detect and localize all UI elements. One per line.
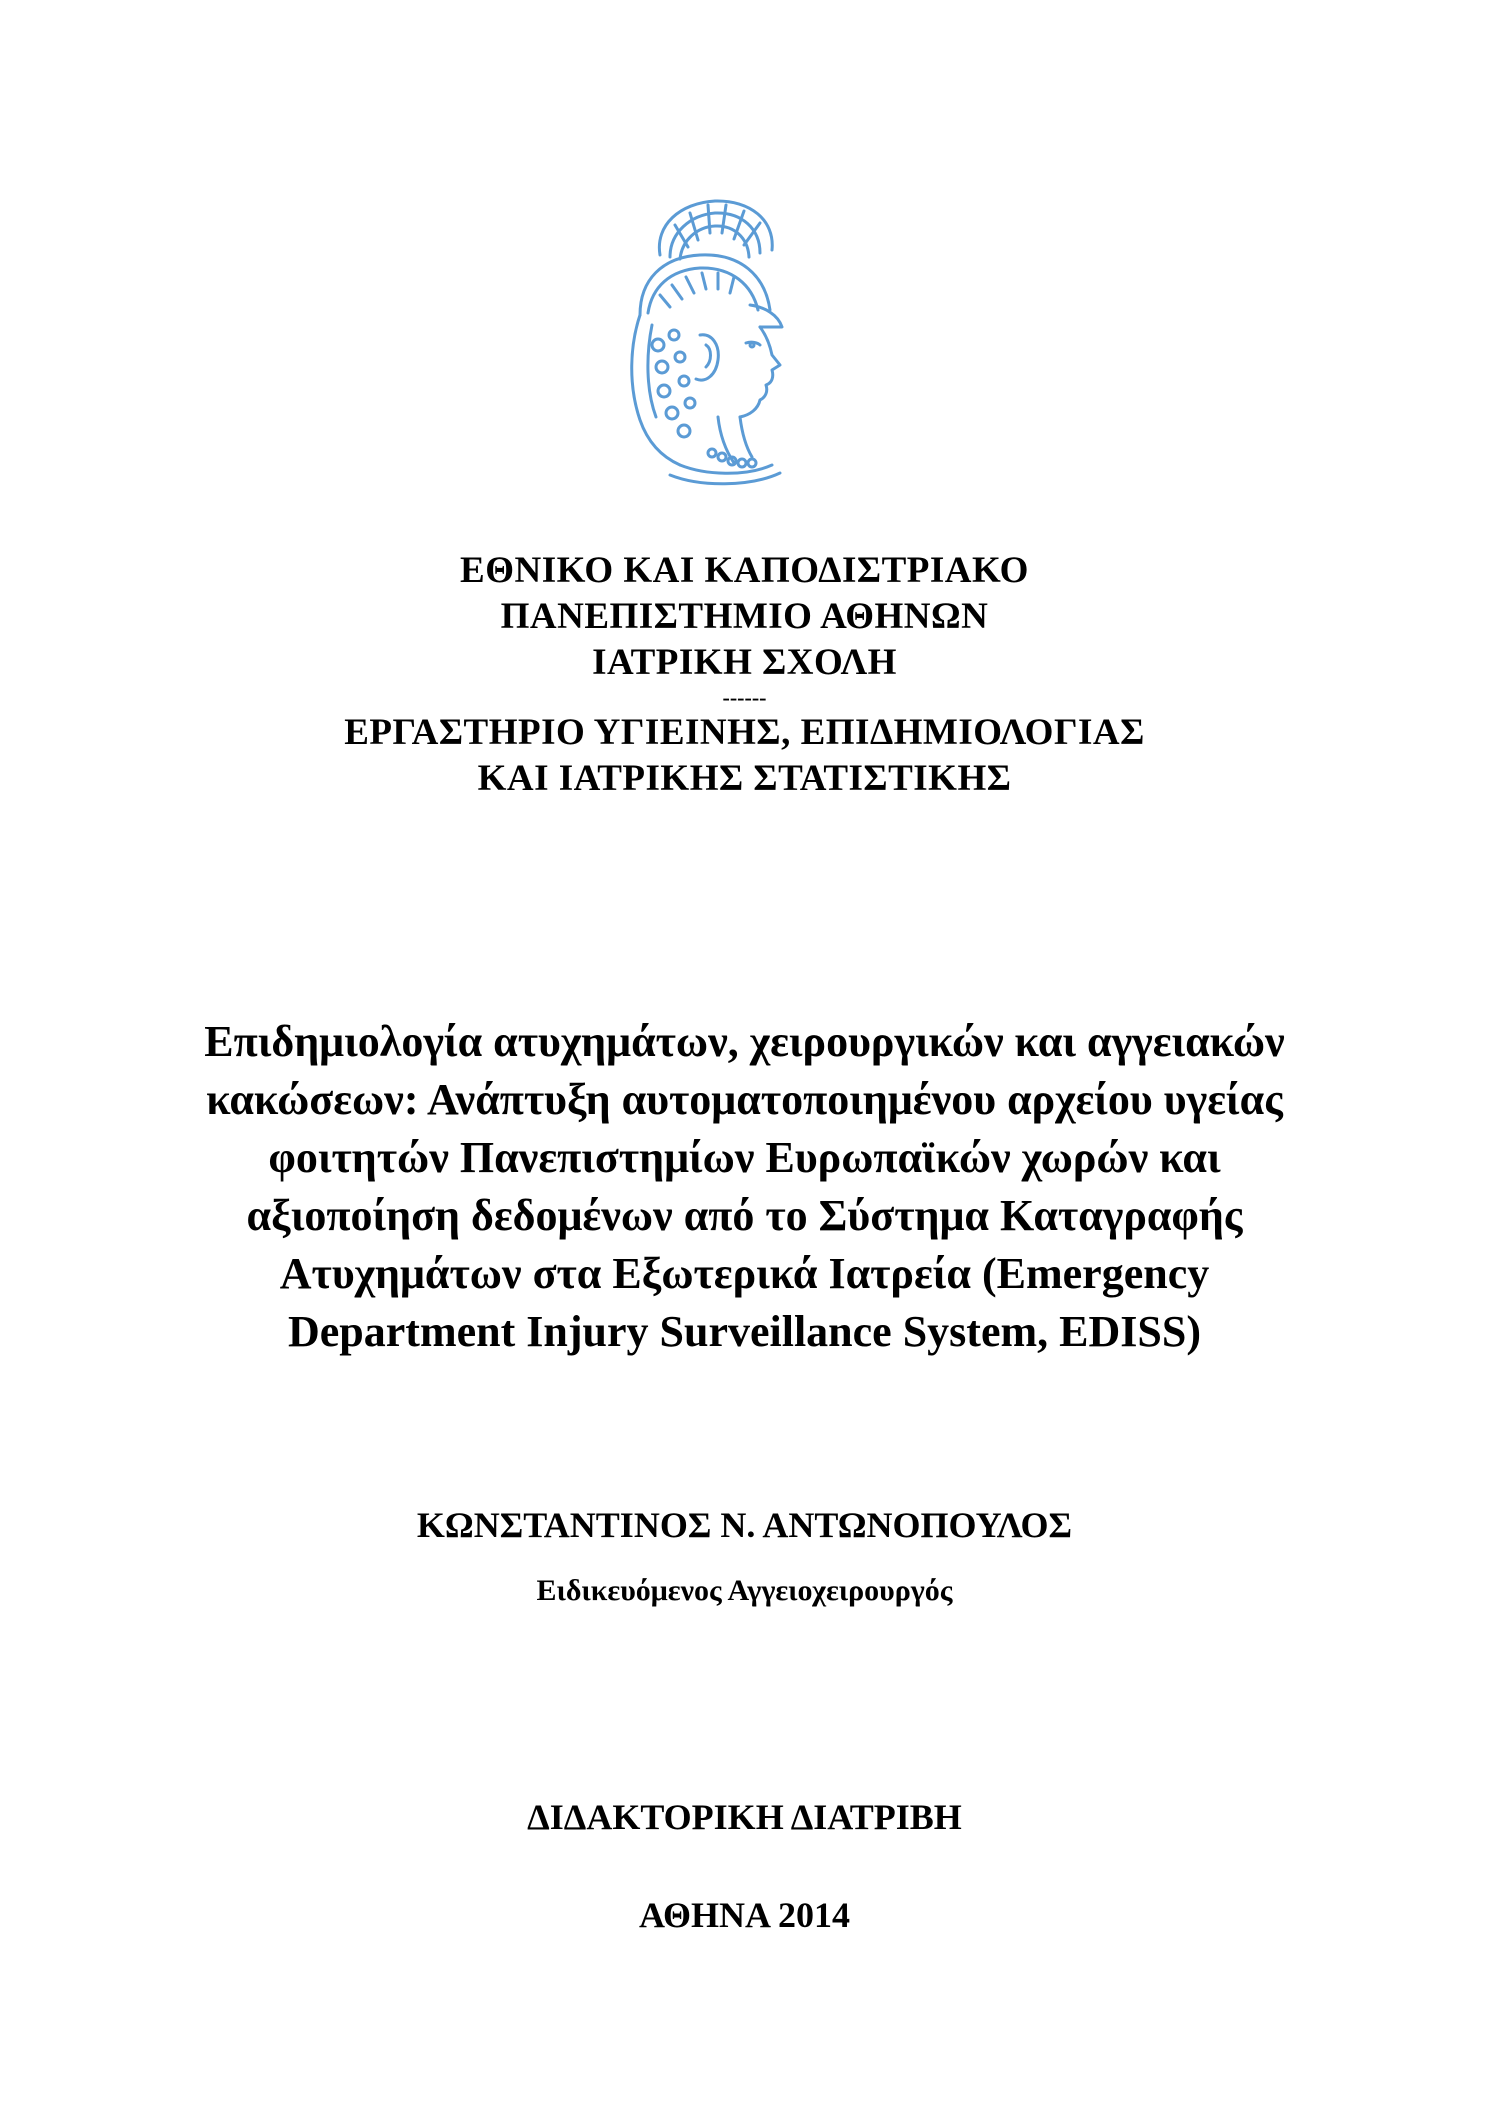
author-role: Ειδικευόμενος Αγγειοχειρουργός xyxy=(536,1574,953,1607)
thesis-title-line: Ατυχημάτων στα Εξωτερικά Ιατρεία (Emergency xyxy=(279,1249,1210,1298)
thesis-type: ΔΙΔΑΚΤΟΡΙΚΗ ΔΙΑΤΡΙΒΗ xyxy=(527,1797,962,1837)
thesis-title-line: κακώσεων: Ανάπτυξη αυτοματοποιημένου αρχείου υγείας xyxy=(206,1075,1283,1124)
institution-university-line-1: ΕΘΝΙΚΟ ΚΑΙ ΚΑΠΟΔΙΣΤΡΙΑΚΟ xyxy=(460,550,1029,591)
thesis-title-line: φοιτητών Πανεπιστημίων Ευρωπαϊκών χωρών και xyxy=(268,1133,1221,1182)
institution-school: ΙΑΤΡΙΚΗ ΣΧΟΛΗ xyxy=(592,642,897,683)
institution-lab-line-2: ΚΑΙ ΙΑΤΡΙΚΗΣ ΣΤΑΤΙΣΤΙΚΗΣ xyxy=(477,758,1012,799)
institution-university-line-2: ΠΑΝΕΠΙΣΤΗΜΙΟ ΑΘΗΝΩΝ xyxy=(500,596,989,637)
thesis-title-line: αξιοποίηση δεδομένων από το Σύστημα Καταγραφής xyxy=(246,1191,1243,1240)
thesis-title xyxy=(170,1013,1319,1361)
institution-separator: ------ xyxy=(722,685,767,710)
athena-head-emblem-icon xyxy=(600,195,810,490)
thesis-title-line: Department Injury Surveillance System, EDISS) xyxy=(288,1307,1201,1356)
city-year: ΑΘΗΝΑ 2014 xyxy=(639,1895,850,1935)
institution-lab-line-1: ΕΡΓΑΣΤΗΡΙΟ ΥΓΙΕΙΝΗΣ, ΕΠΙΔΗΜΙΟΛΟΓΙΑΣ xyxy=(344,712,1145,753)
institution-header xyxy=(0,548,1489,802)
thesis-title-line: Επιδημιολογία ατυχημάτων, χειρουργικών και αγγειακών xyxy=(204,1017,1285,1066)
author-name: ΚΩΝΣΤΑΝΤΙΝΟΣ Ν. ΑΝΤΩΝΟΠΟΥΛΟΣ xyxy=(416,1505,1073,1545)
